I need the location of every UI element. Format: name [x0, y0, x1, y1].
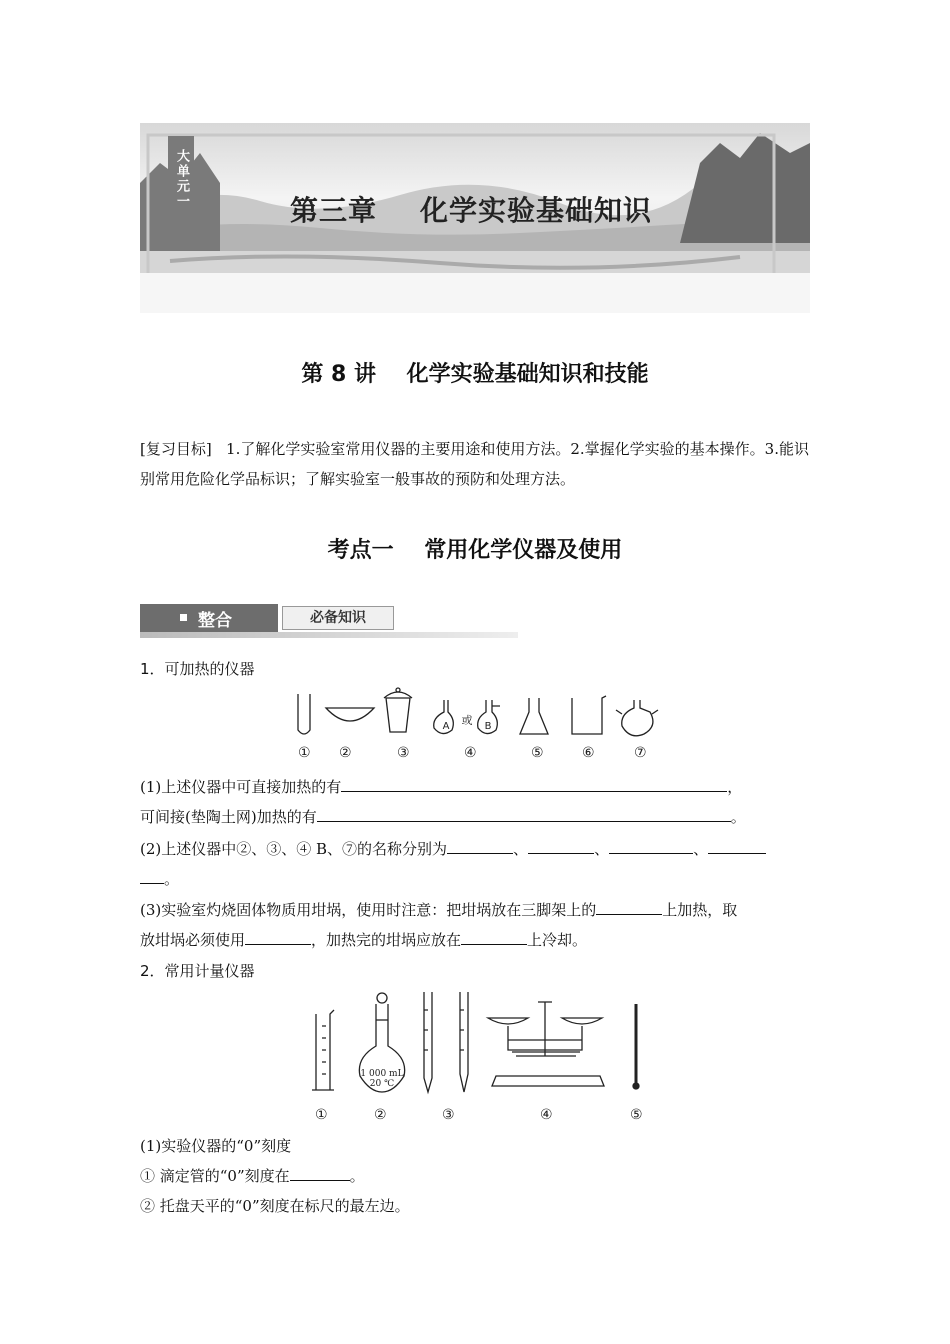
- answer-blank[interactable]: [596, 899, 662, 915]
- review-goals-label: [复习目标]: [140, 440, 212, 458]
- part2-heading: 2．常用计量仪器: [140, 962, 255, 980]
- apparatus-label: ④: [464, 745, 477, 761]
- apparatus-label: ①: [315, 1107, 328, 1123]
- burette-base-icon: [460, 992, 468, 1092]
- answer-blank[interactable]: [528, 838, 594, 854]
- apparatus-label: ⑦: [634, 745, 647, 761]
- question-1a-end: ，: [727, 778, 743, 796]
- crucible-icon: [386, 698, 410, 732]
- separator: 、: [594, 840, 610, 858]
- beaker-icon: [572, 696, 606, 734]
- apparatus-label: ③: [442, 1107, 455, 1123]
- section-bar: [140, 604, 518, 636]
- answer-blank[interactable]: [290, 1165, 350, 1181]
- question-1a-text: (1)上述仪器中可直接加热的有: [140, 778, 342, 796]
- knowledge-point-title: 考点一 常用化学仪器及使用: [327, 538, 623, 563]
- apparatus-label: ②: [374, 1107, 387, 1123]
- question-2: [140, 838, 766, 860]
- apparatus-label: ⑤: [630, 1107, 643, 1123]
- flask-or-text: 或: [461, 714, 473, 727]
- question-1b-end: 。: [730, 808, 746, 826]
- review-goals: [140, 434, 810, 494]
- unit-tag: 大单元一: [168, 136, 194, 222]
- apparatus-label: ①: [298, 745, 311, 761]
- answer-blank[interactable]: [317, 806, 731, 822]
- apparatus-label: ③: [397, 745, 410, 761]
- square-icon: [180, 614, 187, 621]
- heatable-apparatus-figure: [280, 686, 670, 746]
- answer-blank[interactable]: [245, 929, 311, 945]
- question-3a-text: (3)实验室灼烧固体物质用坩埚，使用时注意：把坩埚放在三脚架上的: [140, 901, 597, 919]
- answer-blank[interactable]: [447, 838, 513, 854]
- part2-question-1-ii: ② 托盘天平的“0”刻度在标尺的最左边。: [140, 1197, 410, 1215]
- flask-volume-text: 1 000 mL: [360, 1069, 404, 1079]
- separator: 、: [513, 840, 529, 858]
- chapter-title: 第三章 化学实验基础知识: [290, 194, 652, 227]
- question-3b-mid: ，加热完的坩埚应放在: [311, 931, 462, 949]
- answer-blank[interactable]: [341, 776, 727, 792]
- erlenmeyer-flask-icon: [520, 698, 548, 734]
- apparatus-label: ⑤: [531, 745, 544, 761]
- measuring-apparatus-figure: [300, 990, 660, 1096]
- question-1a: [140, 776, 742, 798]
- question-3b-end: 上冷却。: [527, 931, 588, 949]
- chapter-banner: [140, 123, 810, 313]
- question-3b: [140, 929, 587, 951]
- flask-temp-text: 20 ℃: [369, 1079, 395, 1089]
- separator: 、: [693, 840, 709, 858]
- section-bar-divider: [140, 632, 518, 638]
- apparatus-label: ④: [540, 1107, 553, 1123]
- balance-base-icon: [492, 1076, 604, 1086]
- question-3a: [140, 899, 737, 921]
- part2-question-1-i-end: 。: [349, 1167, 365, 1185]
- flask-a-letter: A: [442, 721, 450, 732]
- lecture-title: 第 8 讲 化学实验基础知识和技能: [301, 362, 649, 387]
- question-2-cont: [140, 868, 179, 890]
- section-bar-sub-label: 必备知识: [282, 606, 394, 630]
- part2-question-1-i: [140, 1165, 365, 1187]
- answer-blank[interactable]: [708, 838, 766, 854]
- burette-acid-icon: [424, 992, 432, 1092]
- section-bar-main-label: 整合: [198, 611, 232, 631]
- question-1b: [140, 806, 746, 828]
- answer-blank[interactable]: [461, 929, 527, 945]
- question-2-text: (2)上述仪器中②、③、④ B、⑦的名称分别为: [140, 840, 448, 858]
- answer-blank[interactable]: [140, 868, 164, 884]
- answer-blank[interactable]: [609, 838, 693, 854]
- question-3b-text: 放坩埚必须使用: [140, 931, 246, 949]
- part2-question-1-i-text: ① 滴定管的“0”刻度在: [140, 1167, 290, 1185]
- evaporating-dish-icon: [326, 708, 374, 721]
- review-goals-text: 1.了解化学实验室常用仪器的主要用途和使用方法。2.掌握化学实验的基本操作。3.能识别常用危险化学品标识；了解实验室一般事故的预防和处理方法。: [140, 440, 809, 488]
- three-neck-flask-icon: [616, 700, 658, 736]
- part1-heading: 1．可加热的仪器: [140, 660, 255, 678]
- flask-b-letter: B: [484, 721, 492, 732]
- section-bar-main: [140, 604, 278, 632]
- test-tube-icon: [298, 694, 310, 734]
- apparatus-label: ②: [339, 745, 352, 761]
- question-3a-end: 上加热，取: [662, 901, 738, 919]
- question-2-end: 。: [164, 870, 180, 888]
- question-1b-text: 可间接(垫陶土网)加热的有: [140, 808, 317, 826]
- apparatus-label: ⑥: [582, 745, 595, 761]
- part2-question-1: (1)实验仪器的“0”刻度: [140, 1137, 292, 1155]
